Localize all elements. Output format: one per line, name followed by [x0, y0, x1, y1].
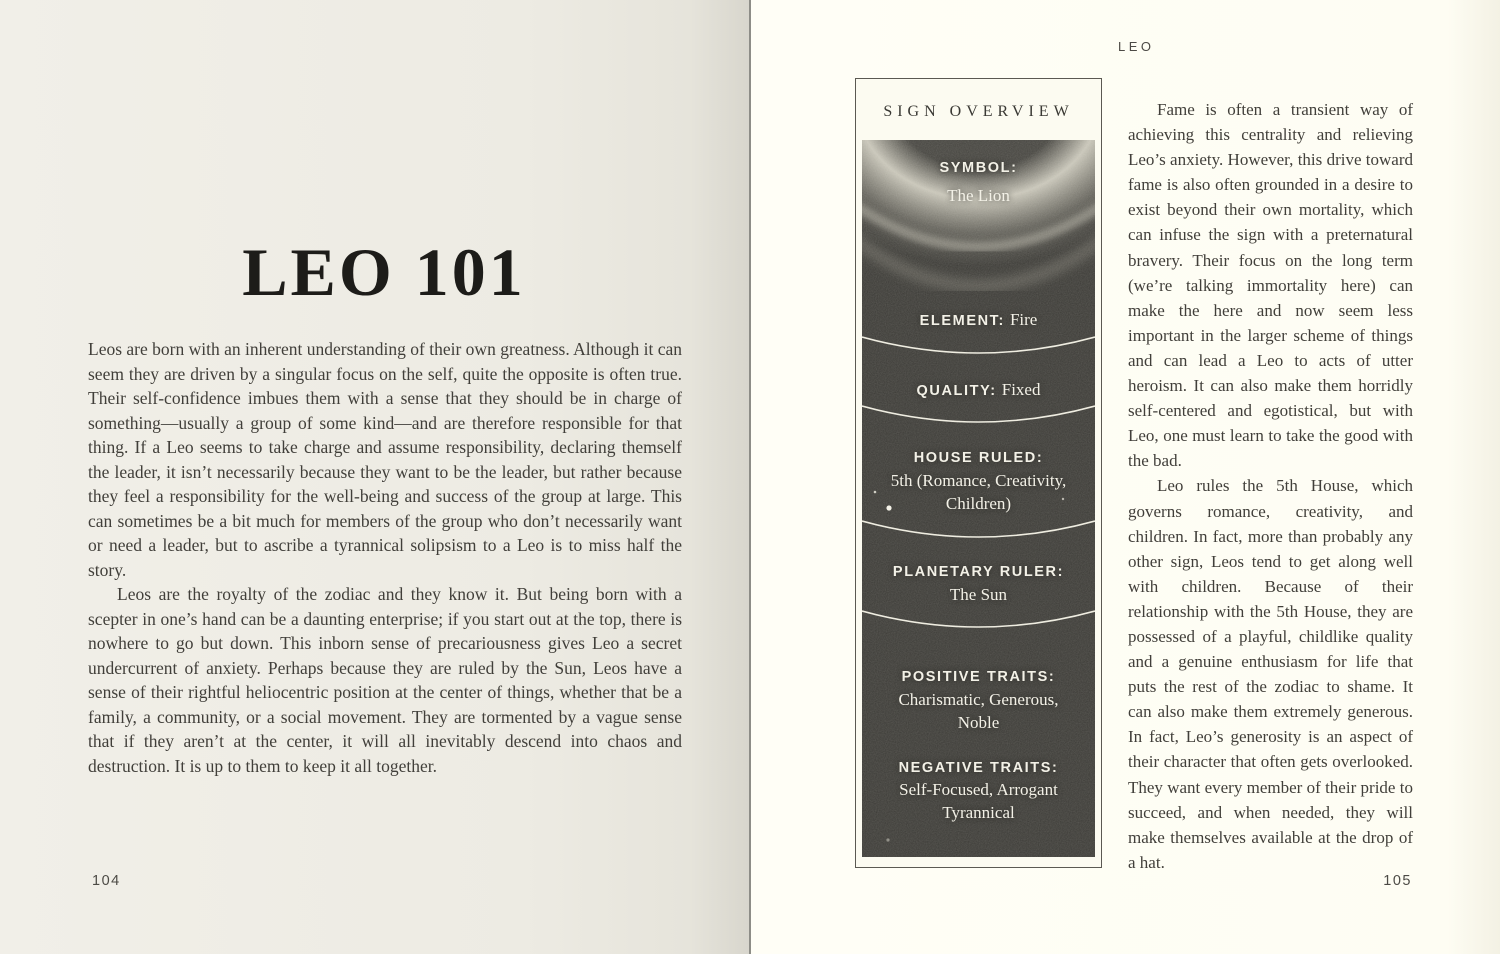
sign-overview-box	[855, 78, 1102, 868]
element-value: Fire	[1009, 310, 1038, 329]
house-ruled-value: Children)	[945, 494, 1012, 513]
negative-traits-value: Self-Focused, Arrogant	[899, 780, 1058, 799]
page-number-left: 104	[92, 873, 121, 889]
positive-traits-value: Noble	[957, 713, 1000, 732]
paragraph: Leo rules the 5th House, which governs romance, creativity, and children. In fact, more than probably any other sign, Leos tend to get along well with children. Because of their relationship with the 5th House, they are possessed of a playful, childlike quality and a genuine enthusiasm for life that puts the rest of the zodiac to shame. It can also make them extremely generous. In fact, Leo’s generosity is an aspect of their character that often gets overlooked. They want every member of their pride to succeed, and when needed, they will make themselves available at the drop of a hat.	[1128, 476, 1413, 872]
planetary-ruler-label: PLANETARY RULER:	[892, 564, 1065, 580]
quality-value: Fixed	[1001, 380, 1041, 399]
house-ruled-value: 5th (Romance, Creativity,	[890, 471, 1067, 490]
page-title: LEO 101	[242, 233, 526, 310]
planetary-ruler-value: The Sun	[949, 585, 1008, 604]
star-dot	[886, 838, 889, 841]
page-left	[0, 0, 749, 954]
house-ruled-label: HOUSE RULED:	[913, 450, 1044, 466]
element-label: ELEMENT:	[919, 313, 1005, 329]
paragraph: Leos are born with an inherent understanding of their own greatness. Although it can seem they are driven by a singular focus on the self, quite the opposite is often true. Their self-confidence imbues them with a sense that they should be in charge of something—usually a group of some kind—and are therefore responsible for that thing. If a Leo seems to take charge and assume responsibility, declaring themself the leader, it isn’t necessarily because they want to be the leader, but rather because they feel a responsibility for the well-being and success of the group at large. This can sometimes be a bit much for members of the group who don’t necessarily want or need a leader, but to ascribe a tyrannical solipsism to a Leo is to miss half the story.	[88, 339, 682, 580]
negative-traits-value: Tyrannical	[942, 803, 1015, 822]
sign-overview-panel	[862, 140, 1095, 857]
paragraph: Fame is often a transient way of achieving this centrality and relieving Leo’s anxiety. However, this drive toward fame is also often grounded in a desire to exist beyond their own mortality, which can infuse the sign with a preternatural bravery. Their focus on the long term (we’re talking immortality here) can make the here and now seem less important in the larger scheme of things and can lead a Leo to acts of utter heroism. It can also make them horridly self-centered and egotistical, but with Leo, one must learn to take the good with the bad.	[1128, 100, 1413, 471]
right-body-column	[1128, 97, 1413, 875]
symbol-value: The Lion	[947, 186, 1010, 205]
page-number-right: 105	[1383, 873, 1412, 889]
sign-overview-title: SIGN OVERVIEW	[883, 103, 1074, 120]
positive-traits-label: POSITIVE TRAITS:	[901, 669, 1056, 685]
left-body-column	[88, 337, 682, 778]
positive-traits-value: Charismatic, Generous,	[898, 690, 1059, 709]
negative-traits-label: NEGATIVE TRAITS:	[898, 760, 1059, 776]
element-row	[862, 309, 1095, 332]
quality-row	[862, 379, 1095, 402]
symbol-label: SYMBOL:	[939, 160, 1018, 176]
paragraph: Leos are the royalty of the zodiac and they know it. But being born with a scepter in one’s hand can be a daunting enterprise; if you start out at the top, there is nowhere to go but down. This inborn sense of precariousness gives Leo a secret undercurrent of anxiety. Perhaps because they are ruled by the Sun, Leos have a sense of their rightful heliocentric position at the center of things, whether that be a family, a community, or a social movement. They are tormented by a vague sense that if they aren’t at the center, it will all inevitably descend into chaos and destruction. It is up to them to keep it all together.	[88, 584, 682, 776]
quality-label: QUALITY:	[916, 383, 997, 399]
running-header: LEO	[1118, 39, 1155, 54]
page-right	[751, 0, 1500, 954]
